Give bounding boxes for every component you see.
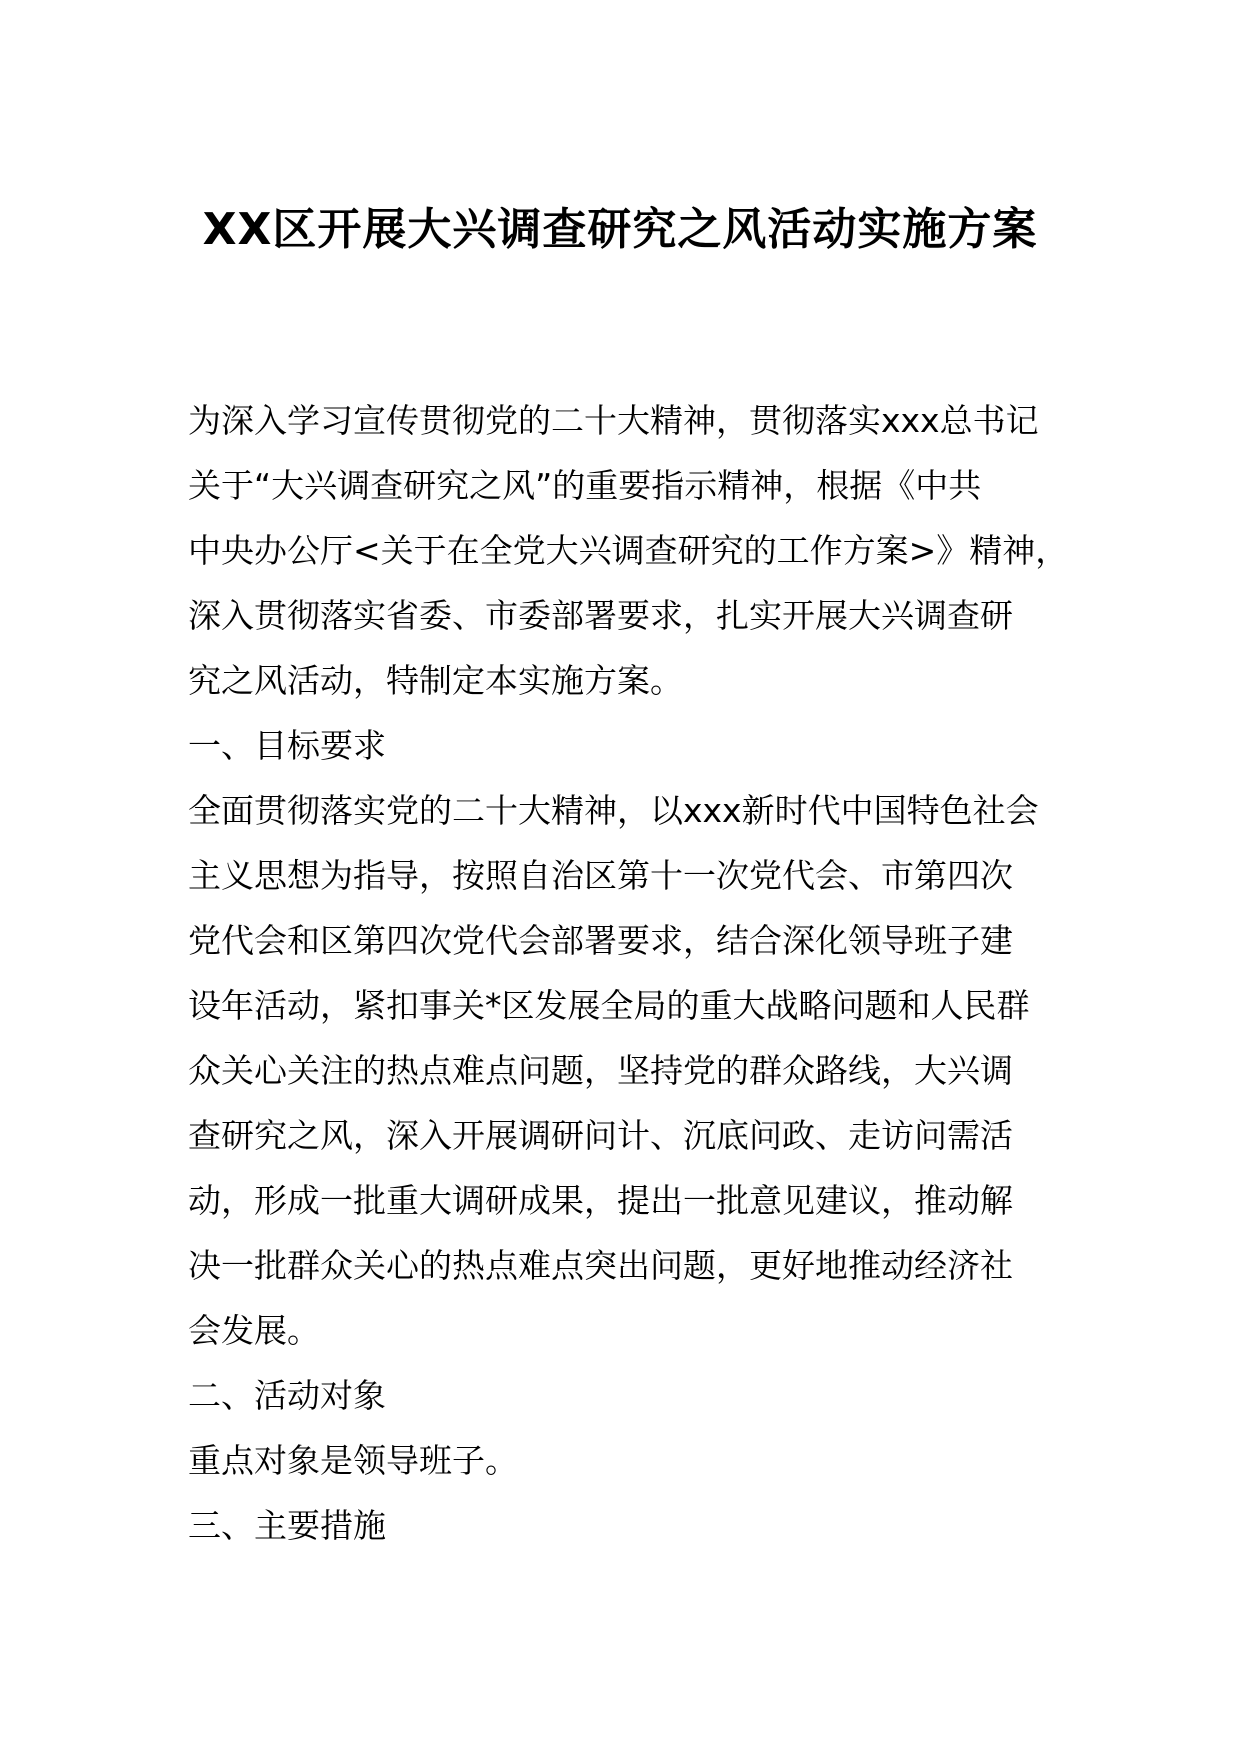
- document-title: XX区开展大兴调查研究之风活动实施方案: [202, 204, 1038, 255]
- paragraph-line: 究之风活动，特制定本实施方案。: [188, 661, 683, 700]
- paragraph-line: 为深入学习宣传贯彻党的二十大精神，贯彻落实xxx总书记: [188, 401, 1039, 440]
- section-heading: 一、目标要求: [188, 726, 386, 765]
- paragraph-line: 主义思想为指导，按照自治区第十一次党代会、市第四次: [188, 856, 1013, 895]
- section-heading: 二、活动对象: [188, 1376, 386, 1415]
- paragraph-line: 全面贯彻落实党的二十大精神，以xxx新时代中国特色社会: [188, 791, 1039, 830]
- paragraph-line: 关于“大兴调查研究之风”的重要指示精神，根据《中共: [188, 466, 982, 505]
- section-heading: 三、主要措施: [188, 1506, 386, 1545]
- paragraph-line: 决一批群众关心的热点难点突出问题，更好地推动经济社: [188, 1246, 1013, 1285]
- paragraph-line: 深入贯彻落实省委、市委部署要求，扎实开展大兴调查研: [188, 596, 1013, 635]
- paragraph-line: 众关心关注的热点难点问题，坚持党的群众路线，大兴调: [188, 1051, 1013, 1090]
- paragraph-line: 设年活动，紧扣事关*区发展全局的重大战略问题和人民群: [188, 986, 1030, 1025]
- paragraph-line: 党代会和区第四次党代会部署要求，结合深化领导班子建: [188, 921, 1013, 960]
- paragraph-line: 重点对象是领导班子。: [188, 1441, 518, 1480]
- paragraph-line: 会发展。: [188, 1311, 320, 1350]
- paragraph-line: 查研究之风，深入开展调研问计、沉底问政、走访问需活: [188, 1116, 1013, 1155]
- paragraph-line: 中央办公厅<关于在全党大兴调查研究的工作方案>》精神，: [188, 531, 1069, 570]
- document-body: [188, 388, 1068, 1558]
- paragraph-line: 动，形成一批重大调研成果，提出一批意见建议，推动解: [188, 1181, 1013, 1220]
